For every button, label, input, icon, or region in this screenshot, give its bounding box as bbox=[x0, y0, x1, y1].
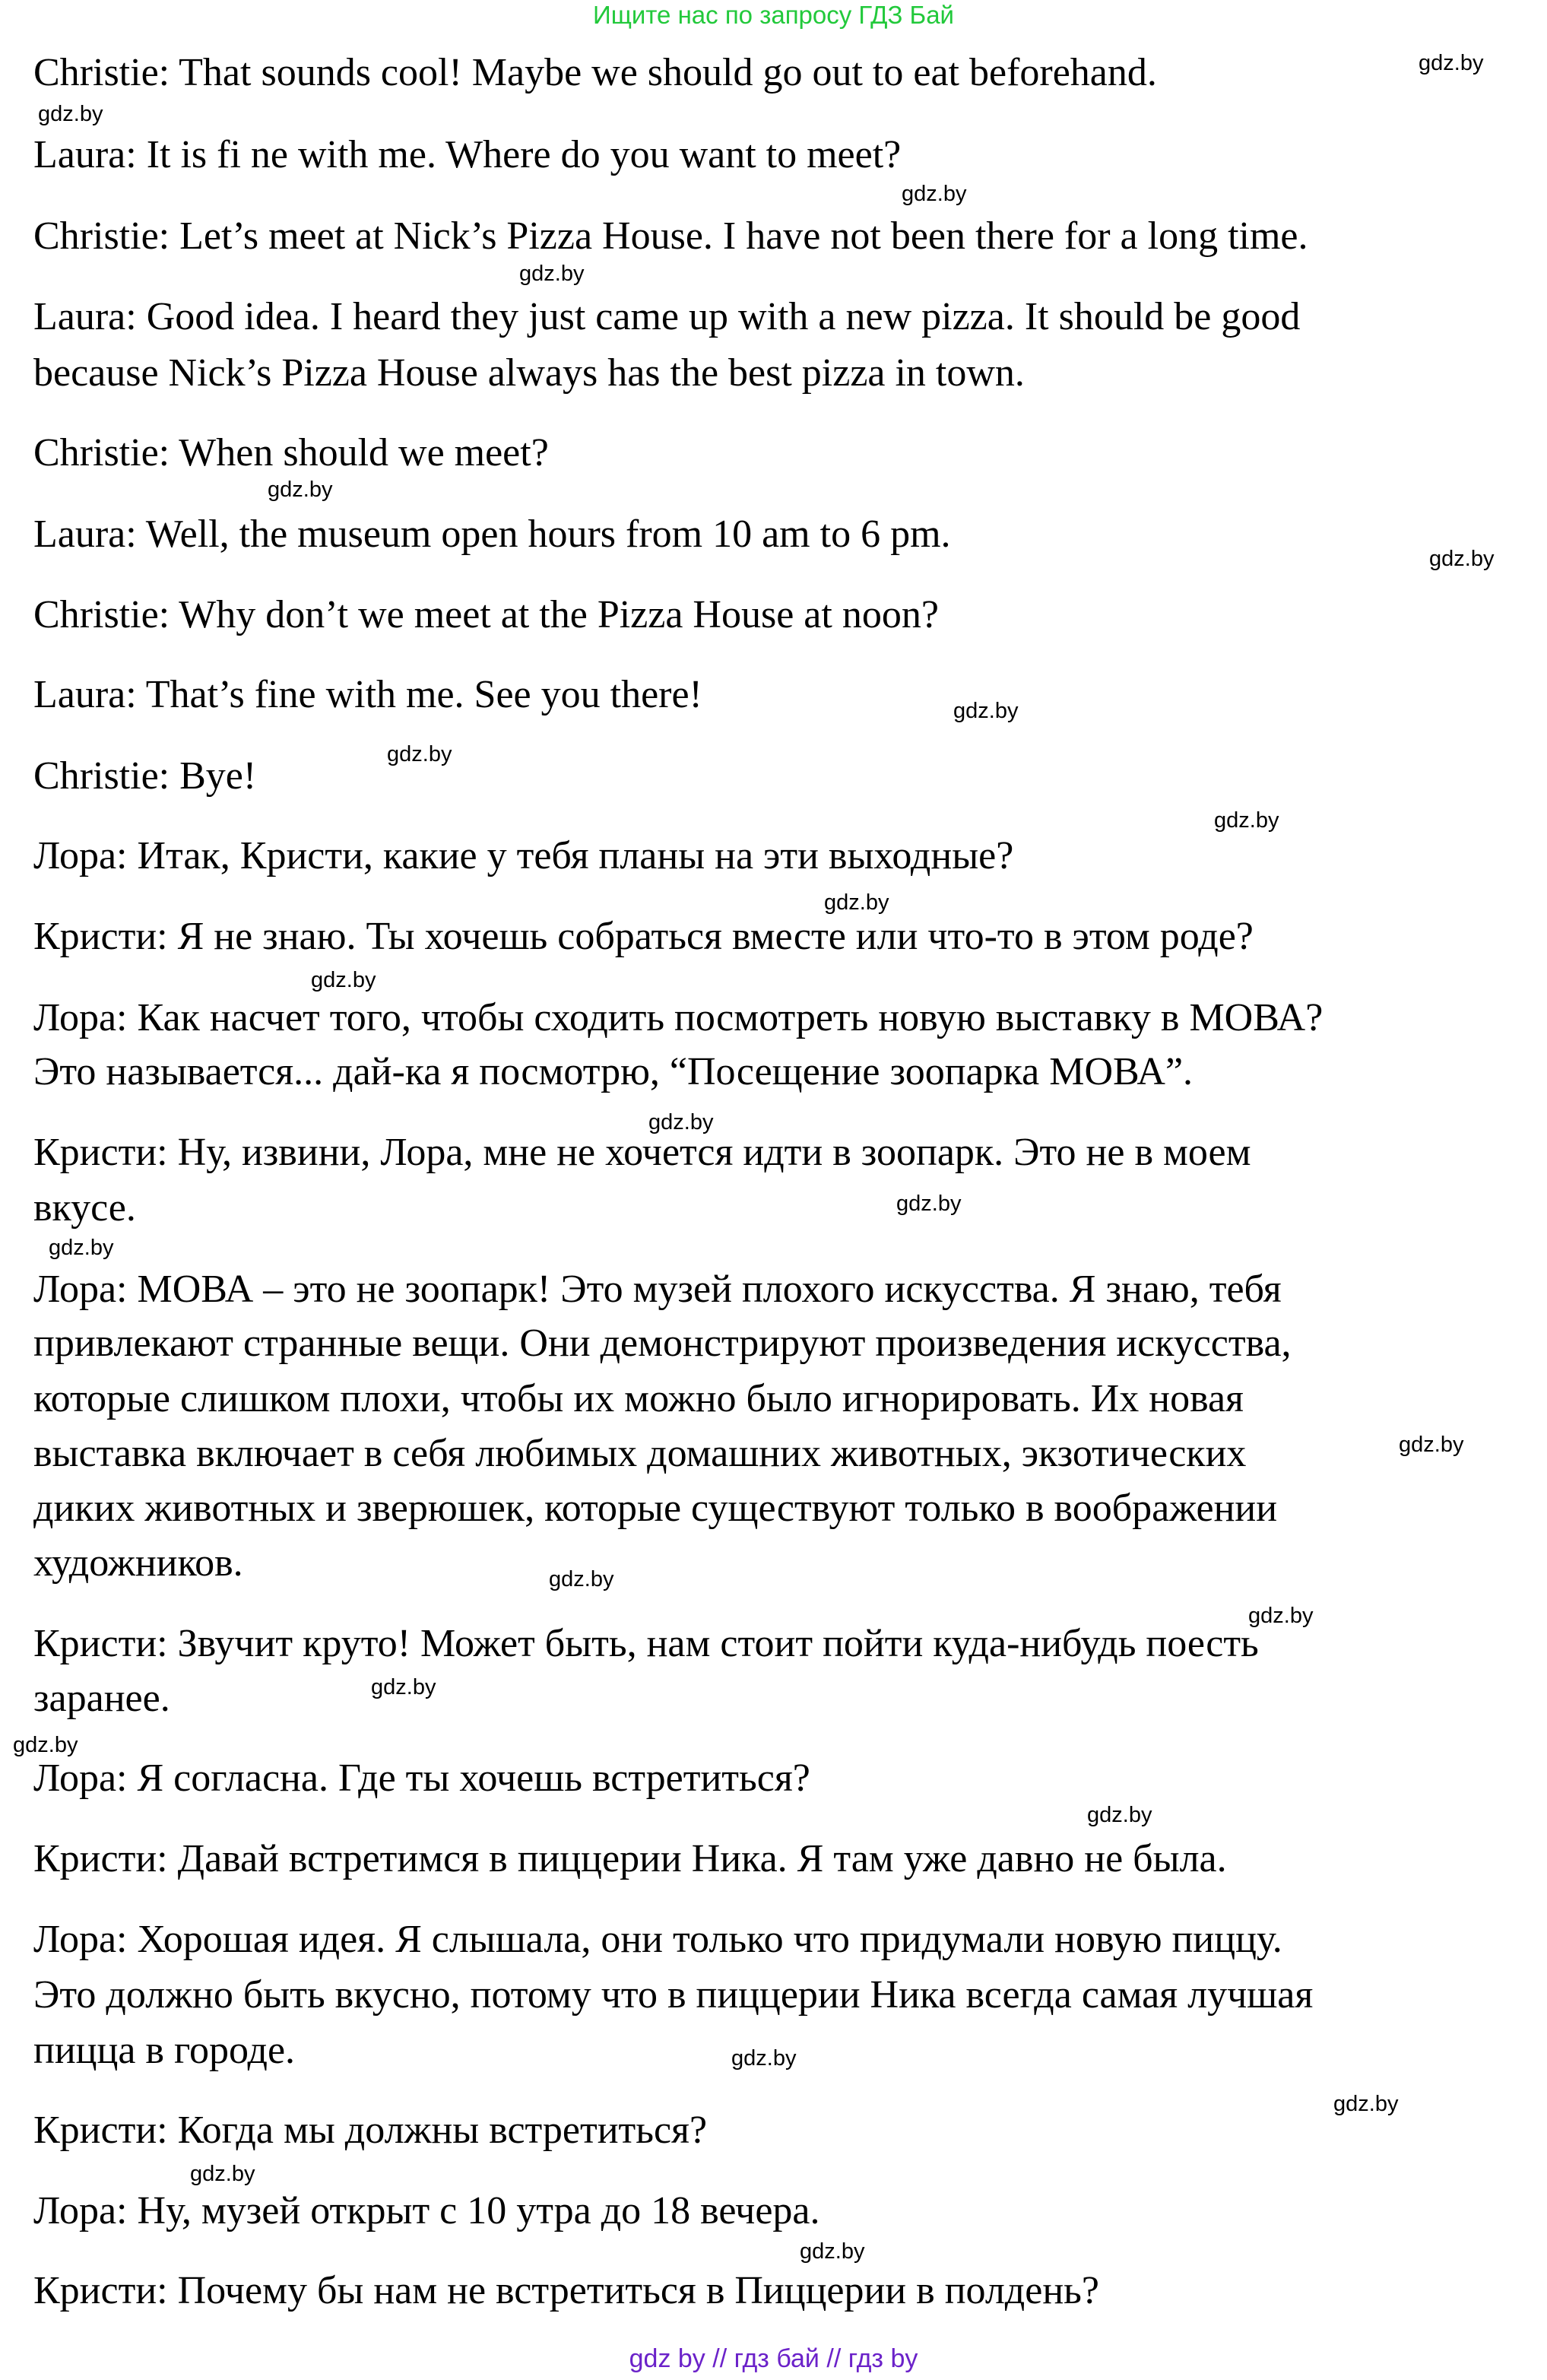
dialogue-line: Laura: It is fi ne with me. Where do you want to meet? bbox=[33, 133, 902, 176]
dialogue-line: Лора: Хорошая идея. Я слышала, они только что придумали новую пиццу. bbox=[33, 1918, 1282, 1961]
footer-watermark: gdz by // гдз бай // гдз by bbox=[629, 2344, 918, 2373]
watermark: gdz.by bbox=[1399, 1433, 1464, 1457]
dialogue-line: которые слишком плохи, чтобы их можно было игнорировать. Их новая bbox=[33, 1377, 1244, 1420]
watermark: gdz.by bbox=[49, 1236, 114, 1260]
dialogue-line: Лора: Ну, музей открыт с 10 утра до 18 вечера. bbox=[33, 2189, 820, 2232]
dialogue-line: Лора: Я согласна. Где ты хочешь встретиться? bbox=[33, 1756, 810, 1800]
watermark: gdz.by bbox=[824, 890, 889, 915]
dialogue-line: вкусе. bbox=[33, 1186, 136, 1230]
dialogue-line: Лора: МОВА – это не зоопарк! Это музей плохого искусства. Я знаю, тебя bbox=[33, 1268, 1282, 1311]
watermark: gdz.by bbox=[731, 2046, 797, 2071]
dialogue-line: Кристи: Когда мы должны встретиться? bbox=[33, 2109, 708, 2152]
dialogue-line: because Nick’s Pizza House always has the best pizza in town. bbox=[33, 351, 1025, 395]
watermark: gdz.by bbox=[953, 699, 1019, 723]
watermark: gdz.by bbox=[1429, 547, 1495, 571]
watermark: gdz.by bbox=[648, 1110, 714, 1134]
watermark: gdz.by bbox=[519, 262, 585, 286]
watermark: gdz.by bbox=[371, 1675, 436, 1699]
dialogue-line: Это называется... дай-ка я посмотрю, “Посещение зоопарка МОВА”. bbox=[33, 1050, 1194, 1093]
watermark: gdz.by bbox=[13, 1733, 78, 1757]
dialogue-line: Это должно быть вкусно, потому что в пиццерии Ника всегда самая лучшая bbox=[33, 1973, 1314, 2017]
watermark: gdz.by bbox=[387, 742, 452, 766]
dialogue-line: Laura: Well, the museum open hours from 10 am to 6 pm. bbox=[33, 512, 951, 556]
dialogue-line: Christie: Bye! bbox=[33, 754, 257, 798]
dialogue-line: Christie: When should we meet? bbox=[33, 431, 549, 474]
watermark: gdz.by bbox=[1214, 808, 1279, 833]
dialogue-line: Лора: Итак, Кристи, какие у тебя планы на эти выходные? bbox=[33, 834, 1014, 877]
dialogue-line: Кристи: Почему бы нам не встретиться в Пиццерии в полдень? bbox=[33, 2269, 1099, 2312]
watermark: gdz.by bbox=[38, 102, 103, 126]
watermark: gdz.by bbox=[896, 1192, 962, 1216]
watermark: gdz.by bbox=[800, 2239, 865, 2264]
watermark: gdz.by bbox=[1419, 51, 1484, 75]
search-hint-link[interactable]: Ищите нас по запросу ГДЗ Бай bbox=[593, 1, 954, 29]
dialogue-line: художников. bbox=[33, 1541, 243, 1585]
dialogue-line: Christie: That sounds cool! Maybe we should go out to eat beforehand. bbox=[33, 51, 1157, 94]
watermark: gdz.by bbox=[549, 1567, 614, 1591]
dialogue-line: Кристи: Я не знаю. Ты хочешь собраться вместе или что-то в этом роде? bbox=[33, 915, 1254, 958]
dialogue-line: пицца в городе. bbox=[33, 2029, 296, 2072]
watermark: gdz.by bbox=[902, 182, 967, 206]
dialogue-line: заранее. bbox=[33, 1677, 170, 1720]
dialogue-line: диких животных и зверюшек, которые существуют только в воображении bbox=[33, 1487, 1278, 1530]
dialogue-line: Кристи: Ну, извини, Лора, мне не хочется идти в зоопарк. Это не в моем bbox=[33, 1131, 1251, 1174]
dialogue-line: Laura: Good idea. I heard they just came up with a new pizza. It should be good bbox=[33, 295, 1301, 338]
dialogue-line: Christie: Why don’t we meet at the Pizza House at noon? bbox=[33, 593, 939, 636]
watermark: gdz.by bbox=[190, 2162, 255, 2186]
dialogue-line: Christie: Let’s meet at Nick’s Pizza House. I have not been there for a long time. bbox=[33, 214, 1308, 258]
dialogue-line: Кристи: Давай встретимся в пиццерии Ника. Я там уже давно не была. bbox=[33, 1837, 1227, 1880]
dialogue-line: привлекают странные вещи. Они демонстрируют произведения искусства, bbox=[33, 1322, 1292, 1365]
watermark: gdz.by bbox=[1087, 1803, 1152, 1827]
dialogue-line: Laura: That’s fine with me. See you there! bbox=[33, 673, 702, 716]
dialogue-line: выставка включает в себя любимых домашних животных, экзотических bbox=[33, 1432, 1247, 1475]
dialogue-line: Лора: Как насчет того, чтобы сходить посмотреть новую выставку в МОВА? bbox=[33, 996, 1324, 1039]
dialogue-line: Кристи: Звучит круто! Может быть, нам стоит пойти куда-нибудь поесть bbox=[33, 1622, 1259, 1665]
watermark: gdz.by bbox=[268, 478, 333, 502]
watermark: gdz.by bbox=[1333, 2092, 1399, 2116]
watermark: gdz.by bbox=[1248, 1604, 1314, 1628]
watermark: gdz.by bbox=[311, 968, 376, 992]
